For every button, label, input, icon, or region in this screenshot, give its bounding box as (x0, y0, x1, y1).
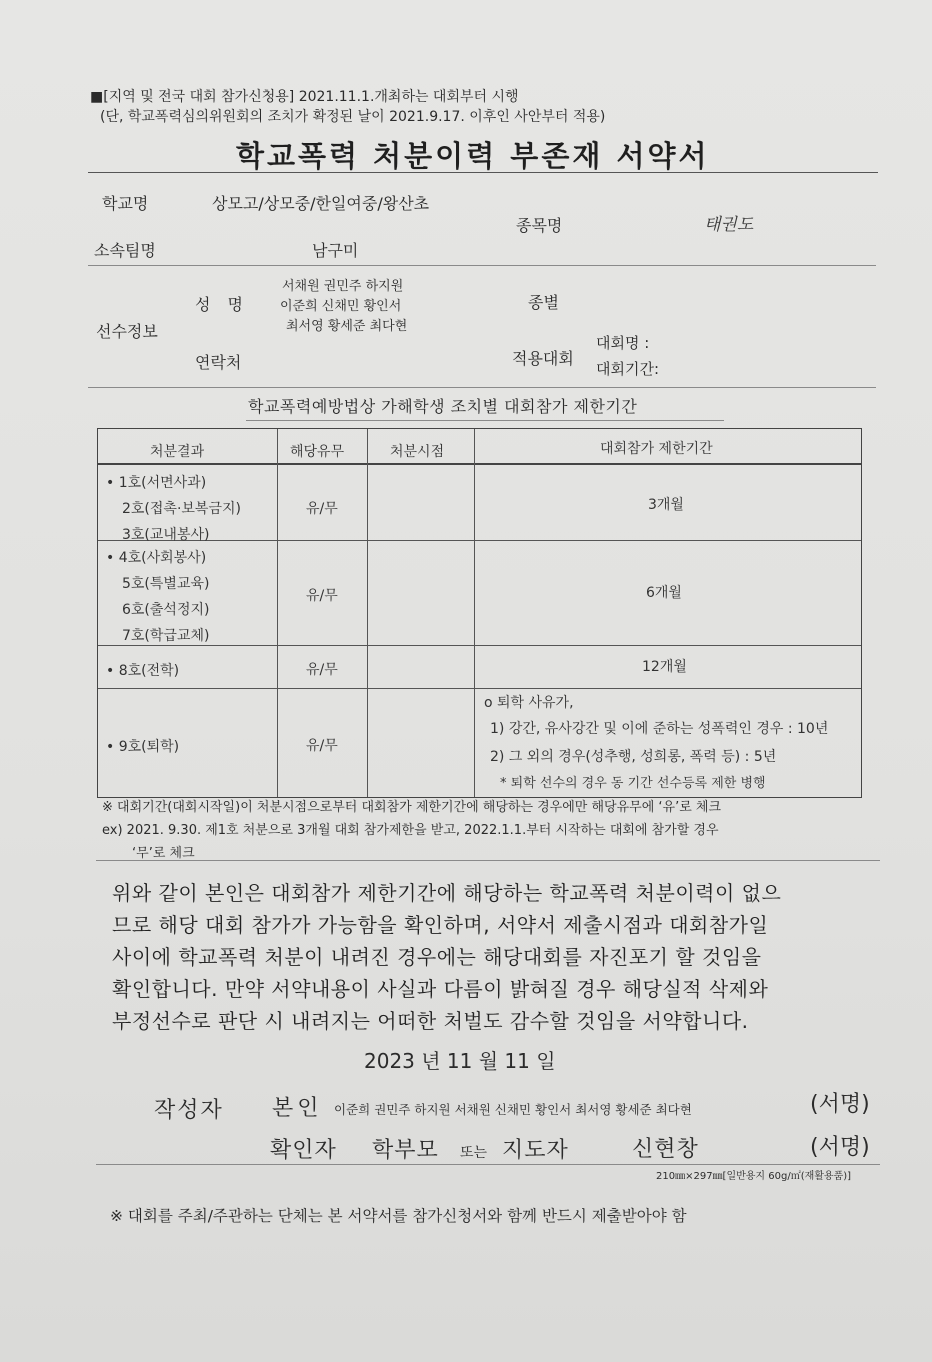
row2-item-2: 5호(특별교육) (122, 576, 210, 592)
table-row-line-3 (98, 688, 861, 689)
parent-label: 학부모 (372, 1138, 439, 1163)
row2-yn: 유/무 (306, 588, 338, 604)
row1-item-2: 2호(접촉·보복금지) (122, 501, 241, 517)
school-label: 학교명 (102, 194, 149, 213)
table-row-line-1 (98, 540, 861, 541)
notice-line-1: ■[지역 및 전국 대회 참가신청용] 2021.11.1.개최하는 대회부터 시행 (90, 89, 519, 105)
header-restriction-period: 대회참가 제한기간 (600, 441, 713, 457)
row4-period-line-3: 2) 그 외의 경우(성추행, 성희롱, 폭력 등) : 5년 (490, 749, 777, 765)
signature-mark-2: (서명) (810, 1135, 870, 1160)
row1-yn: 유/무 (306, 501, 338, 517)
or-label: 또는 (460, 1145, 488, 1161)
confirm-label: 확인자 (270, 1138, 337, 1163)
signature-mark-1: (서명) (810, 1092, 870, 1117)
row2-item-1: • 4호(사회봉사) (106, 550, 207, 566)
player-names-3: 최서영 황세준 최다현 (286, 319, 408, 334)
row1-period: 3개월 (648, 497, 684, 513)
name-label: 성 명 (195, 295, 249, 314)
pledge-line-5: 부정선수로 판단 시 내려지는 어떠한 처벌도 감수할 것임을 서약합니다. (112, 1009, 749, 1033)
table-col-line-1 (277, 429, 278, 797)
pledge-line-4: 확인합니다. 만약 서약내용이 사실과 다름이 밝혀질 경우 해당실적 삭제와 (112, 977, 769, 1001)
table-col-line-2 (367, 429, 368, 797)
info-divider-2 (88, 387, 876, 388)
pledge-line-1: 위와 같이 본인은 대회참가 제한기간에 해당하는 학교폭력 처분이력이 없으 (112, 881, 782, 905)
row4-period-line-1: o 퇴학 사유가, (484, 695, 574, 711)
table-note-2: ex) 2021. 9.30. 제1호 처분으로 3개월 대회 참가제한을 받고, 2022.1.1.부터 시작하는 대회에 참가할 경우 (102, 823, 719, 838)
row4-yn: 유/무 (306, 738, 338, 754)
row2-period: 6개월 (646, 585, 682, 601)
table-col-line-3 (474, 429, 475, 797)
signature-divider (96, 1164, 880, 1165)
author-label: 작성자 (154, 1098, 224, 1123)
row2-item-4: 7호(학급교체) (122, 628, 210, 644)
pledge-line-2: 므로 해당 대회 참가가 가능함을 확인하며, 서약서 제출시점과 대회참가일 (112, 913, 769, 937)
row4-period-line-4: * 퇴학 선수의 경우 동 기간 선수등록 제한 병행 (500, 776, 766, 791)
table-row-line-2 (98, 645, 861, 646)
notice-line-2: (단, 학교폭력심의위원회의 조치가 확정된 날이 2021.9.17. 이후인 사안부터 적용) (100, 109, 606, 125)
pledge-date: 2023 년 11 월 11 일 (364, 1049, 556, 1073)
row1-item-3: 3호(교내봉사) (122, 527, 210, 543)
table-note-1: ※ 대회기간(대회시작일)이 처분시점으로부터 대회참가 제한기간에 해당하는 경우에만 해당유무에 ‘유’로 체크 (102, 800, 722, 815)
team-value: 남구미 (312, 241, 359, 260)
coach-label: 지도자 (502, 1138, 569, 1163)
header-disposition: 처분결과 (150, 444, 205, 460)
header-applicable: 해당유무 (290, 444, 345, 460)
player-names-2: 이준희 신채민 황인서 (280, 299, 402, 314)
contact-label: 연락처 (195, 353, 242, 372)
caption-underline (246, 420, 724, 421)
self-names: 이준희 권민주 하지원 서채원 신채민 황인서 최서영 황세준 최다현 (334, 1102, 692, 1117)
row2-item-3: 6호(출석정지) (122, 602, 210, 618)
event-value: 태권도 (704, 215, 754, 235)
competition-period-label: 대회기간: (596, 360, 660, 378)
table-caption: 학교폭력예방법상 가해학생 조치별 대회참가 제한기간 (248, 397, 638, 416)
header-disposition-date: 처분시점 (390, 444, 445, 460)
pledge-line-3: 사이에 학교폭력 처분이 내려진 경우에는 해당대회를 자진포기 할 것임을 (112, 945, 762, 969)
row3-item-1: • 8호(전학) (106, 663, 180, 679)
player-info-label: 선수정보 (96, 322, 158, 341)
competition-label: 적용대회 (512, 349, 574, 368)
school-value: 상모고/상모중/한일여중/왕산초 (212, 194, 430, 213)
document-title: 학교폭력 처분이력 부존재 서약서 (236, 139, 710, 173)
row1-item-1: • 1호(서면사과) (106, 475, 207, 491)
player-names-1: 서채원 권민주 하지원 (282, 279, 404, 294)
row3-period: 12개월 (642, 659, 687, 675)
restriction-table (97, 428, 862, 798)
category-label: 종별 (528, 293, 559, 312)
table-header-line (98, 463, 861, 465)
row4-item-1: • 9호(퇴학) (106, 739, 180, 755)
title-underline (88, 172, 878, 173)
competition-name-label: 대회명 : (596, 334, 650, 352)
info-divider-1 (88, 265, 876, 266)
team-label: 소속팀명 (94, 241, 156, 260)
paper-spec: 210㎜×297㎜[일반용지 60g/㎡(재활용품)] (656, 1171, 852, 1182)
table-note-3: ‘무’로 체크 (132, 846, 195, 861)
coach-name: 신현창 (632, 1137, 699, 1162)
row4-period-line-2: 1) 강간, 유사강간 및 이에 준하는 성폭력인 경우 : 10년 (490, 721, 829, 737)
self-label: 본인 (272, 1096, 323, 1121)
notes-divider (96, 860, 880, 861)
event-label: 종목명 (516, 216, 563, 235)
row3-yn: 유/무 (306, 662, 338, 678)
footer-note: ※ 대회를 주최/주관하는 단체는 본 서약서를 참가신청서와 함께 반드시 제출받아야 함 (110, 1207, 687, 1225)
